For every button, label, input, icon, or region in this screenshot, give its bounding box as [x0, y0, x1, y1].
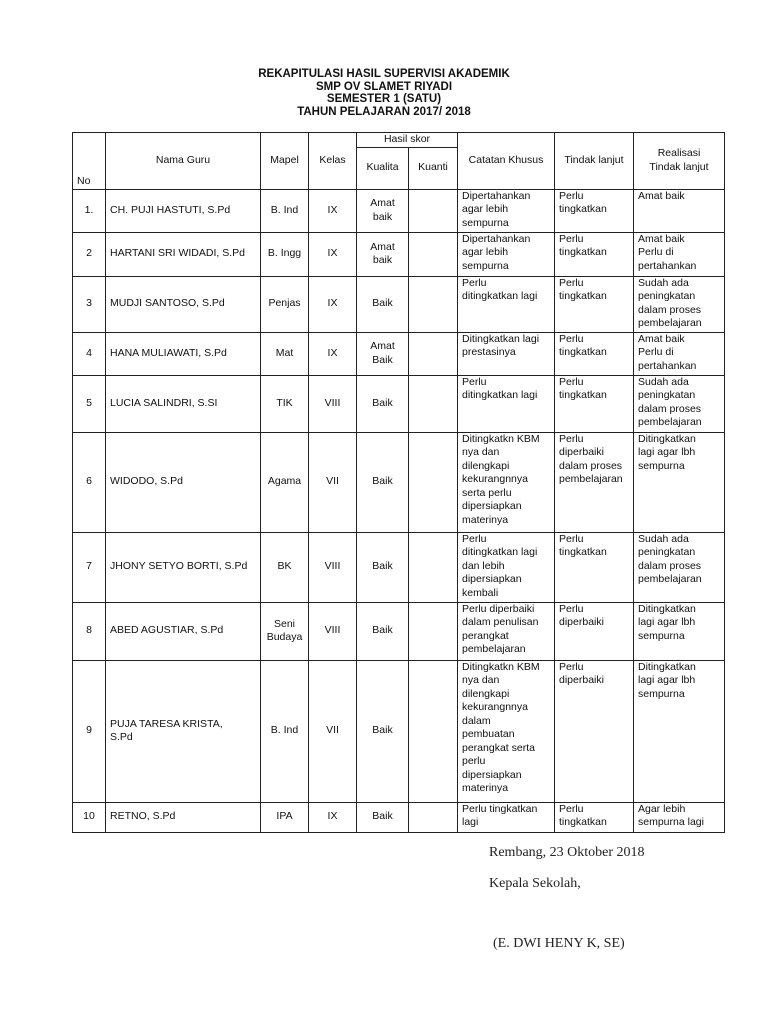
- row-no: 8: [73, 602, 106, 660]
- row-no: 5: [73, 375, 106, 432]
- row-catatan-khusus: Perlu ditingkatkan lagi: [458, 276, 555, 332]
- row-tindak-lanjut: Perlu diperbaiki: [555, 660, 634, 802]
- signatory-role: Kepala Sekolah,: [489, 876, 581, 891]
- table-row: [73, 189, 725, 232]
- row-no: 3: [73, 276, 106, 332]
- row-mapel: TIK: [261, 375, 309, 432]
- table-row: [73, 532, 725, 602]
- header-kuanti: Kuanti: [409, 147, 458, 189]
- row-kuanti: [409, 532, 458, 602]
- row-tindak-lanjut: Perlu tingkatkan: [555, 332, 634, 375]
- row-nama-guru: WIDODO, S.Pd: [106, 432, 261, 532]
- row-realisasi: Ditingkatkan lagi agar lbh sempurna: [634, 660, 725, 802]
- document-title: [0, 68, 768, 118]
- row-mapel: B. Ingg: [261, 232, 309, 276]
- row-catatan-khusus: Ditingkatkn KBM nya dan dilengkapi kekurangnnya dalam pembuatan perangkat serta perlu dipersiapkan materinya: [458, 660, 555, 802]
- table-body: [73, 189, 725, 832]
- row-kelas: VII: [309, 660, 357, 802]
- row-realisasi: Sudah ada peningkatan dalam proses pembelajaran: [634, 276, 725, 332]
- header-no: No: [73, 133, 106, 190]
- row-kuanti: [409, 332, 458, 375]
- row-kuanti: [409, 602, 458, 660]
- row-no: 9: [73, 660, 106, 802]
- row-catatan-khusus: Dipertahankan agar lebih sempurna: [458, 189, 555, 232]
- row-no: 1.: [73, 189, 106, 232]
- row-kualita: Amat Baik: [357, 332, 409, 375]
- row-kuanti: [409, 276, 458, 332]
- header-catatan-khusus: Catatan Khusus: [458, 133, 555, 190]
- table-row: [73, 375, 725, 432]
- header-nama-guru: Nama Guru: [106, 133, 261, 190]
- header-hasil-skor: Hasil skor: [357, 133, 458, 148]
- row-nama-guru: LUCIA SALINDRI, S.SI: [106, 375, 261, 432]
- row-realisasi: Agar lebih sempurna lagi: [634, 802, 725, 832]
- table-header: [73, 133, 725, 190]
- row-kualita: Amat baik: [357, 232, 409, 276]
- row-mapel: Mat: [261, 332, 309, 375]
- row-catatan-khusus: Perlu diperbaiki dalam penulisan perangkat pembelajaran: [458, 602, 555, 660]
- row-kelas: IX: [309, 332, 357, 375]
- row-realisasi: Amat baik: [634, 189, 725, 232]
- row-mapel: BK: [261, 532, 309, 602]
- row-nama-guru: HANA MULIAWATI, S.Pd: [106, 332, 261, 375]
- header-kualita: Kualita: [357, 147, 409, 189]
- header-realisasi: Realisasi Tindak lanjut: [634, 133, 725, 190]
- row-nama-guru: JHONY SETYO BORTI, S.Pd: [106, 532, 261, 602]
- row-nama-guru: MUDJI SANTOSO, S.Pd: [106, 276, 261, 332]
- row-kuanti: [409, 189, 458, 232]
- row-kelas: VIII: [309, 602, 357, 660]
- title-line: TAHUN PELAJARAN 2017/ 2018: [297, 105, 471, 118]
- row-kelas: IX: [309, 802, 357, 832]
- recap-table: [72, 132, 725, 833]
- row-no: 10: [73, 802, 106, 832]
- row-realisasi: Amat baik Perlu di pertahankan: [634, 332, 725, 375]
- row-no: 6: [73, 432, 106, 532]
- row-kualita: Baik: [357, 375, 409, 432]
- row-kualita: Baik: [357, 602, 409, 660]
- row-realisasi: Ditingkatkan lagi agar lbh sempurna: [634, 432, 725, 532]
- row-catatan-khusus: Dipertahankan agar lebih sempurna: [458, 232, 555, 276]
- table-row: [73, 660, 725, 802]
- row-kualita: Baik: [357, 802, 409, 832]
- table-row: [73, 432, 725, 532]
- row-kelas: VII: [309, 432, 357, 532]
- row-catatan-khusus: Perlu ditingkatkan lagi dan lebih dipersiapkan kembali: [458, 532, 555, 602]
- row-tindak-lanjut: Perlu tingkatkan: [555, 532, 634, 602]
- title-line: SMP OV SLAMET RIYADI: [315, 80, 453, 93]
- row-realisasi: Sudah ada peningkatan dalam proses pembelajaran: [634, 375, 725, 432]
- row-mapel: B. Ind: [261, 189, 309, 232]
- row-kualita: Amat baik: [357, 189, 409, 232]
- row-catatan-khusus: Perlu tingkatkan lagi: [458, 802, 555, 832]
- row-kualita: Baik: [357, 432, 409, 532]
- row-mapel: Penjas: [261, 276, 309, 332]
- row-tindak-lanjut: Perlu tingkatkan: [555, 375, 634, 432]
- row-catatan-khusus: Ditingkatkn KBM nya dan dilengkapi kekurangnnya serta perlu dipersiapkan materinya: [458, 432, 555, 532]
- signatory-name: (E. DWI HENY K, SE): [493, 936, 625, 951]
- row-tindak-lanjut: Perlu tingkatkan: [555, 276, 634, 332]
- title-line: SEMESTER 1 (SATU): [326, 93, 442, 105]
- header-mapel: Mapel: [261, 133, 309, 190]
- table-row: [73, 332, 725, 375]
- row-kelas: IX: [309, 189, 357, 232]
- row-tindak-lanjut: Perlu diperbaiki: [555, 602, 634, 660]
- row-no: 7: [73, 532, 106, 602]
- row-kuanti: [409, 432, 458, 532]
- table-row: [73, 802, 725, 832]
- row-kuanti: [409, 802, 458, 832]
- row-nama-guru: RETNO, S.Pd: [106, 802, 261, 832]
- row-mapel: IPA: [261, 802, 309, 832]
- row-realisasi: Sudah ada peningkatan dalam proses pembelajaran: [634, 532, 725, 602]
- table-row: [73, 276, 725, 332]
- row-kelas: IX: [309, 232, 357, 276]
- row-tindak-lanjut: Perlu tingkatkan: [555, 232, 634, 276]
- table-row: [73, 232, 725, 276]
- row-kelas: IX: [309, 276, 357, 332]
- row-kelas: VIII: [309, 532, 357, 602]
- row-kelas: VIII: [309, 375, 357, 432]
- row-tindak-lanjut: Perlu diperbaiki dalam proses pembelajaran: [555, 432, 634, 532]
- row-nama-guru: HARTANI SRI WIDADI, S.Pd: [106, 232, 261, 276]
- row-kualita: Baik: [357, 276, 409, 332]
- place-date: Rembang, 23 Oktober 2018: [489, 845, 645, 860]
- row-nama-guru: PUJA TARESA KRISTA, S.Pd: [106, 660, 261, 802]
- row-catatan-khusus: Perlu ditingkatkan lagi: [458, 375, 555, 432]
- row-nama-guru: ABED AGUSTIAR, S.Pd: [106, 602, 261, 660]
- row-tindak-lanjut: Perlu tingkatkan: [555, 189, 634, 232]
- row-no: 4: [73, 332, 106, 375]
- row-mapel: Seni Budaya: [261, 602, 309, 660]
- row-no: 2: [73, 232, 106, 276]
- row-nama-guru: CH. PUJI HASTUTI, S.Pd: [106, 189, 261, 232]
- table-row: [73, 602, 725, 660]
- row-realisasi: Amat baik Perlu di pertahankan: [634, 232, 725, 276]
- header-tindak-lanjut: Tindak lanjut: [555, 133, 634, 190]
- header-kelas: Kelas: [309, 133, 357, 190]
- row-kualita: Baik: [357, 532, 409, 602]
- row-kuanti: [409, 660, 458, 802]
- row-mapel: B. Ind: [261, 660, 309, 802]
- row-tindak-lanjut: Perlu tingkatkan: [555, 802, 634, 832]
- row-kuanti: [409, 375, 458, 432]
- row-catatan-khusus: Ditingkatkan lagi prestasinya: [458, 332, 555, 375]
- row-kualita: Baik: [357, 660, 409, 802]
- title-line: REKAPITULASI HASIL SUPERVISI AKADEMIK: [258, 68, 510, 80]
- row-realisasi: Ditingkatkan lagi agar lbh sempurna: [634, 602, 725, 660]
- row-mapel: Agama: [261, 432, 309, 532]
- row-kuanti: [409, 232, 458, 276]
